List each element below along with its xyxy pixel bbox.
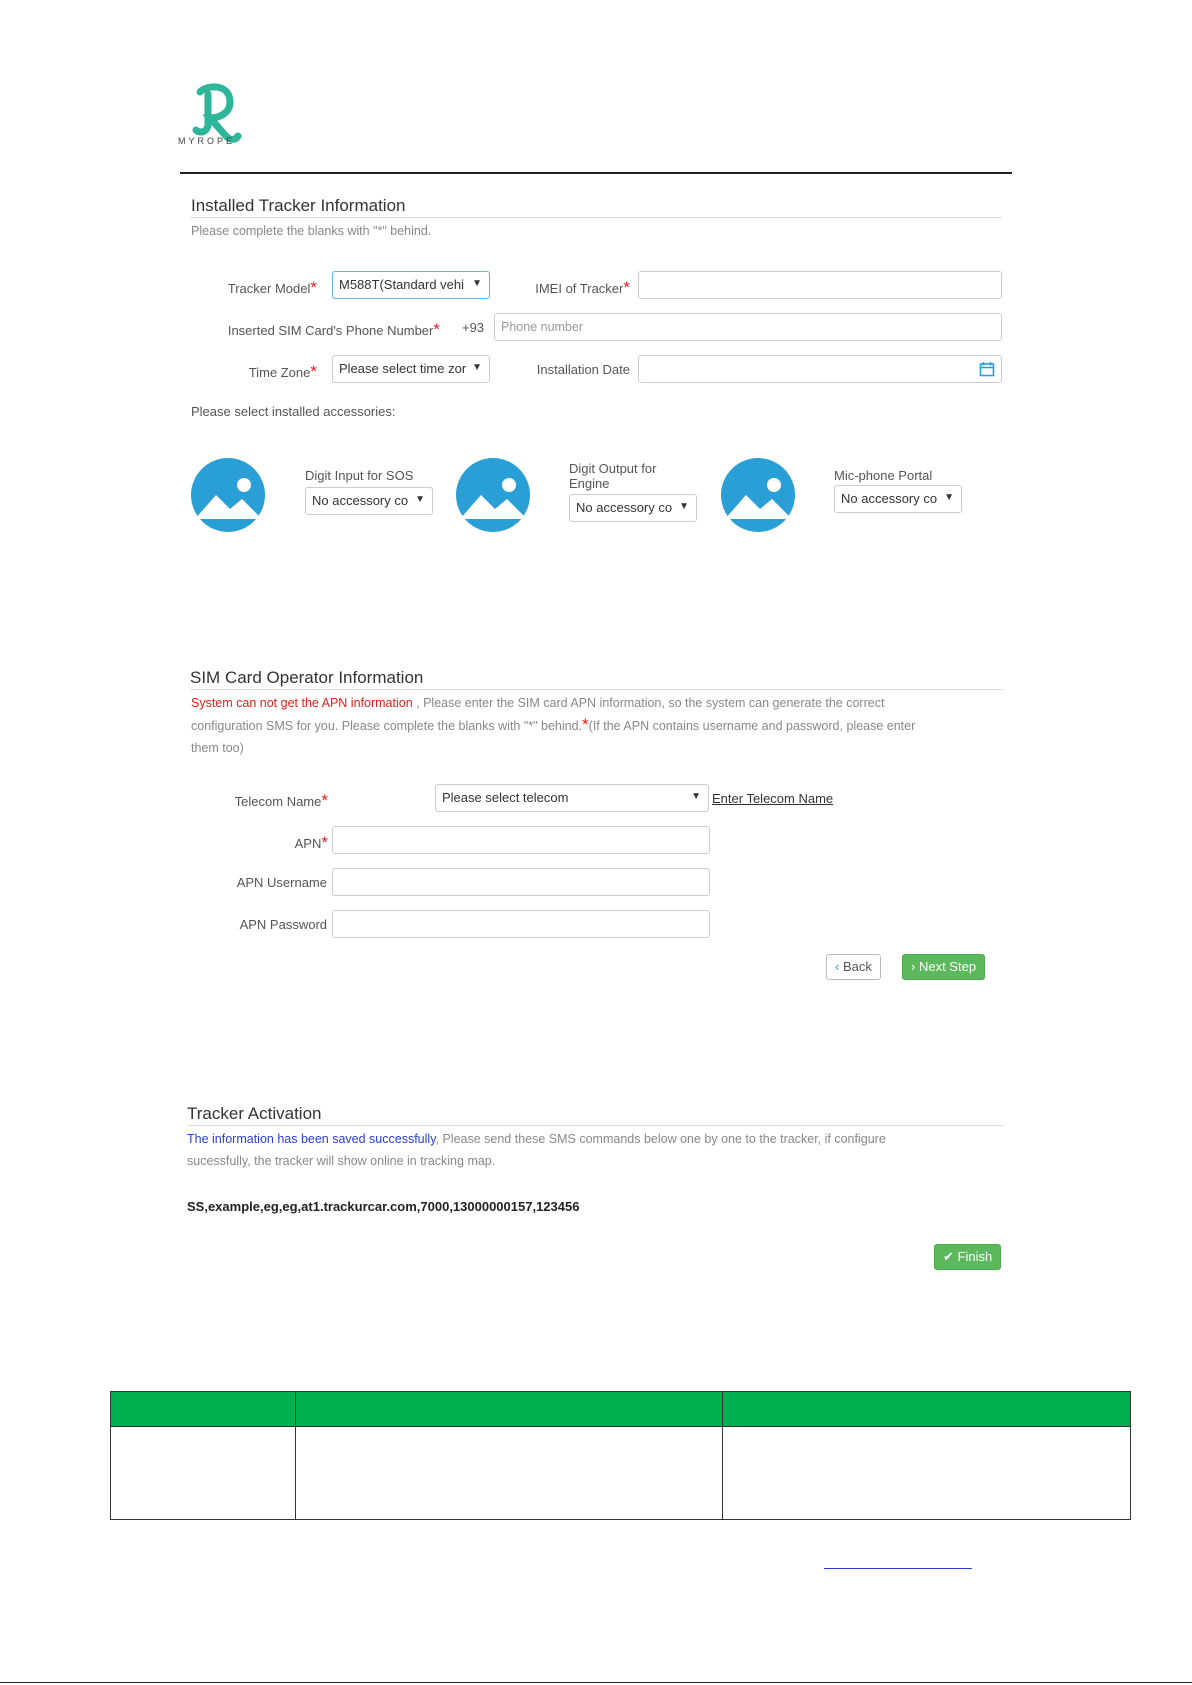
table-row	[111, 1427, 1131, 1520]
table-cell	[296, 1427, 723, 1520]
apn-username-label: APN Username	[236, 875, 327, 890]
dropdown-arrow-icon: ▼	[944, 492, 954, 503]
tracker-info-title: Installed Tracker Information	[191, 196, 406, 215]
saved-success-text: The information has been saved successfully	[187, 1132, 436, 1146]
apn-label: APN*	[294, 833, 328, 852]
accessories-prompt: Please select installed accessories:	[191, 404, 396, 419]
dropdown-arrow-icon: ▼	[415, 494, 425, 505]
activation-divider	[187, 1125, 1004, 1126]
image-placeholder-icon	[720, 457, 796, 533]
dropdown-arrow-icon: ▼	[679, 501, 689, 512]
accessory-sos-label: Digit Input for SOS	[305, 468, 414, 483]
time-zone-label: Time Zone*	[248, 362, 317, 381]
required-star: *	[321, 833, 328, 852]
tracker-info-divider	[190, 217, 1002, 218]
imei-label: IMEI of Tracker*	[535, 278, 630, 297]
dropdown-arrow-icon: ▼	[472, 278, 482, 289]
dropdown-arrow-icon: ▼	[691, 791, 701, 802]
dropdown-arrow-icon: ▼	[472, 362, 482, 373]
sim-operator-divider	[190, 689, 1003, 690]
footer-link-underline[interactable]	[824, 1568, 972, 1569]
tracker-model-select[interactable]: M588T(Standard vehi ▼	[332, 271, 490, 299]
accessory-sos-select[interactable]: No accessory co ▼	[305, 487, 433, 515]
apn-password-label: APN Password	[239, 917, 327, 932]
logo-text: MYROPE	[178, 136, 236, 146]
telecom-name-label: Telecom Name*	[234, 791, 328, 810]
imei-input[interactable]	[638, 271, 1002, 299]
accessory-engine-select[interactable]: No accessory co ▼	[569, 494, 697, 522]
accessory-mic-label: Mic-phone Portal	[834, 468, 933, 483]
sms-command: SS,example,eg,eg,at1.trackurcar.com,7000,13000000157,123456	[187, 1199, 580, 1214]
telecom-select[interactable]: Please select telecom ▼	[435, 784, 709, 812]
calendar-icon[interactable]	[979, 361, 995, 377]
back-button[interactable]: ‹ Back	[826, 954, 881, 980]
phone-input[interactable]: Phone number	[494, 313, 1002, 341]
sim-operator-title: SIM Card Operator Information	[190, 668, 424, 687]
required-star: *	[433, 320, 440, 339]
required-star: *	[623, 278, 630, 297]
image-placeholder-icon	[455, 457, 531, 533]
sim-operator-note: System can not get the APN information , Please enter the SIM card APN information, so the system can generate the correct configuration SMS for you. Please complete the blanks with "*" behind.*(If the APN contains username and password, please enter them too)	[191, 696, 916, 755]
chevron-left-icon: ‹	[835, 959, 840, 974]
image-placeholder-icon	[190, 457, 266, 533]
chevron-right-icon: ›	[911, 959, 916, 974]
activation-note: The information has been saved successfully, Please send these SMS commands below one by one to the tracker, if configure sucessfully, the tracker will show online in tracking map.	[187, 1132, 886, 1168]
apn-input[interactable]	[332, 826, 710, 854]
table-header-cell	[296, 1392, 723, 1427]
required-star: *	[310, 278, 317, 297]
table-header-row	[111, 1392, 1131, 1427]
required-star: *	[321, 791, 328, 810]
time-zone-select[interactable]: Please select time zor ▼	[332, 355, 490, 383]
apn-error-text: System can not get the APN information	[191, 696, 413, 710]
check-icon: ✔	[943, 1249, 954, 1264]
tracker-info-note: Please complete the blanks with "*" behind.	[191, 224, 432, 238]
table-header-cell	[111, 1392, 296, 1427]
install-date-label: Installation Date	[536, 362, 630, 377]
enter-telecom-link[interactable]: Enter Telecom Name	[712, 791, 834, 806]
myrope-logo	[178, 80, 268, 160]
finish-button[interactable]: ✔ Finish	[934, 1244, 1001, 1270]
footer-divider	[0, 1682, 1192, 1683]
accessory-mic-select[interactable]: No accessory co ▼	[834, 485, 962, 513]
required-star: *	[310, 362, 317, 381]
install-date-input[interactable]	[638, 355, 1002, 383]
apn-username-input[interactable]	[332, 868, 710, 896]
apn-password-input[interactable]	[332, 910, 710, 938]
table-cell	[723, 1427, 1131, 1520]
document-table	[110, 1391, 1131, 1520]
next-step-button[interactable]: › Next Step	[902, 954, 985, 980]
sim-phone-label: Inserted SIM Card's Phone Number*	[227, 320, 440, 339]
table-header-cell	[723, 1392, 1131, 1427]
tracker-model-label: Tracker Model*	[227, 278, 317, 297]
activation-title: Tracker Activation	[187, 1104, 322, 1123]
required-star: *	[582, 715, 589, 734]
table-cell	[111, 1427, 296, 1520]
country-code: +93	[462, 320, 485, 335]
accessory-engine-label: Digit Output for Engine	[569, 461, 657, 491]
header-divider	[180, 172, 1012, 174]
